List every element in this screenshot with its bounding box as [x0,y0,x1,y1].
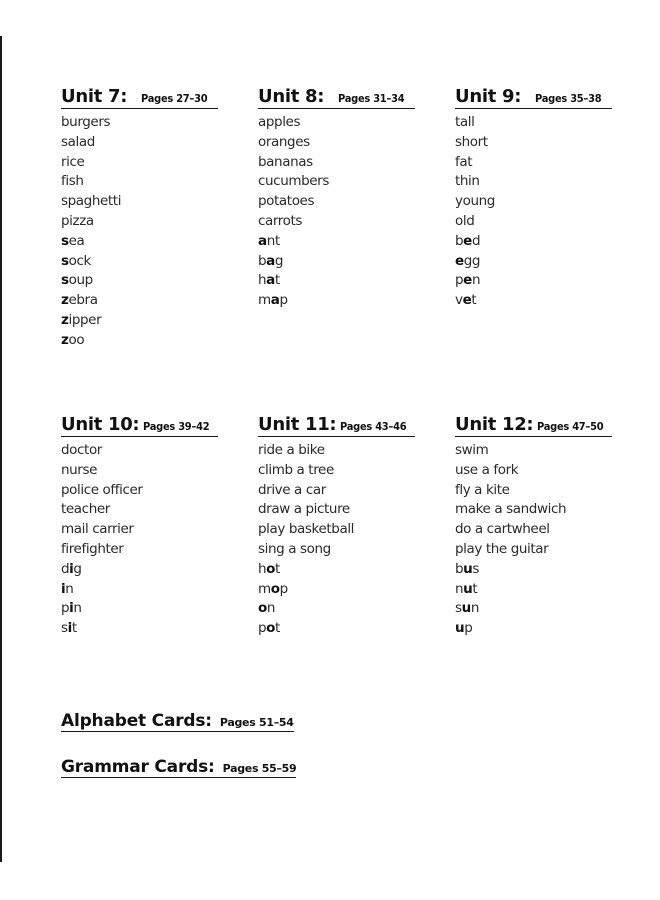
word-text: short [455,133,488,150]
word-text: ride a bike [258,442,325,458]
cards-pages: Pages 55–59 [222,762,297,775]
unit-title: Unit 12: [455,414,534,435]
word-text: g [274,252,284,269]
unit-header [258,414,415,437]
word-text: carrots [258,212,303,229]
word-item [61,291,221,311]
unit-pages: Pages 31–34 [338,92,405,105]
grammar-cards-heading [61,757,296,778]
unit-title: Unit 10: [61,414,140,435]
word-text: pizza [61,212,94,229]
word-item [61,560,221,580]
word-text: h [258,272,267,289]
word-item [61,500,221,520]
unit-8-section [258,86,418,311]
word-item [455,441,615,461]
word-text: ea [68,232,85,249]
highlighted-letter: a [266,272,275,289]
highlighted-letter: s [61,272,69,289]
word-list [61,441,221,639]
word-text: p [455,272,464,289]
word-text: p [61,600,70,617]
word-text: thin [455,173,480,190]
word-item [61,311,221,331]
highlighted-letter: s [61,232,69,249]
unit-pages: Pages 39–42 [143,420,210,433]
highlighted-letter: a [258,232,267,249]
highlighted-letter: e [463,232,472,249]
word-text: nt [266,232,280,249]
highlighted-letter: o [266,620,276,637]
word-item [455,212,615,232]
word-text: sing a song [258,540,331,557]
word-text: n [266,600,276,617]
word-text: firefighter [61,540,124,557]
word-text: n [470,600,480,617]
word-item [455,271,615,291]
cards-title: Alphabet Cards: [61,711,212,731]
word-text: p [279,292,288,309]
unit-9-section [455,86,615,311]
word-item [258,252,418,272]
highlighted-letter: u [463,560,473,577]
unit-12-section [455,414,615,639]
word-item [258,441,418,461]
word-list [455,113,615,311]
word-item [61,580,221,600]
word-text: n [471,272,481,289]
word-text: spaghetti [61,193,122,210]
word-item [258,619,418,639]
word-item [61,153,221,173]
word-item [258,133,418,153]
word-text: young [455,193,495,210]
word-text: p [279,580,288,597]
word-text: salad [61,133,95,150]
word-item [455,540,615,560]
word-text: burgers [61,114,111,130]
word-text: oo [68,331,85,348]
unit-7-section [61,86,221,351]
unit-header [61,414,218,437]
word-text: n [73,600,82,617]
unit-pages: Pages 47–50 [537,420,604,433]
word-item [258,520,418,540]
word-item [455,291,615,311]
word-text: fly a kite [455,481,510,498]
word-text: b [455,560,464,577]
word-list [258,113,418,311]
page-left-border [0,36,2,862]
word-item [61,619,221,639]
word-text: drive a car [258,481,326,498]
alphabet-cards-heading [61,711,294,732]
word-text: bananas [258,153,313,170]
word-item [258,153,418,173]
highlighted-letter: u [455,620,465,637]
word-text: tall [455,114,475,130]
word-list [61,113,221,351]
word-item [61,441,221,461]
word-text: fat [455,153,473,170]
unit-pages: Pages 43–46 [340,420,407,433]
word-text: n [65,580,74,597]
unit-title: Unit 8: [258,86,325,107]
word-item [258,540,418,560]
word-item [455,252,615,272]
word-text: t [274,272,280,289]
unit-11-section [258,414,418,639]
word-item [455,619,615,639]
highlighted-letter: s [61,252,69,269]
word-item [61,232,221,252]
highlighted-letter: i [67,620,72,637]
word-text: m [258,292,271,309]
word-item [258,212,418,232]
highlighted-letter: z [61,331,69,348]
highlighted-letter: o [258,600,267,617]
word-item [61,481,221,501]
unit-header [258,86,415,109]
highlighted-letter: z [61,311,69,328]
word-text: draw a picture [258,501,350,518]
word-text: oranges [258,133,310,150]
word-item [61,520,221,540]
word-text: play the guitar [455,540,549,557]
word-item [455,133,615,153]
word-item [258,113,418,133]
word-text: cucumbers [258,173,329,190]
word-text: d [471,232,481,249]
word-text: s [61,620,68,637]
word-text: swim [455,442,489,458]
highlighted-letter: u [461,600,471,617]
word-text: doctor [61,442,102,458]
word-text: ock [68,252,91,269]
highlighted-letter: e [463,272,472,289]
highlighted-letter: o [266,560,276,577]
unit-title: Unit 11: [258,414,337,435]
word-text: t [472,580,478,597]
word-text: fish [61,173,84,190]
word-item [455,461,615,481]
word-item [258,192,418,212]
unit-header [455,414,612,437]
word-text: make a sandwich [455,501,567,518]
highlighted-letter: e [462,292,472,309]
word-text: h [258,560,267,577]
word-text: b [258,252,267,269]
word-text: climb a tree [258,461,334,478]
word-item [61,599,221,619]
word-text: play basketball [258,521,355,538]
word-text: p [258,620,267,637]
word-item [61,461,221,481]
word-item [61,133,221,153]
highlighted-letter: a [266,252,275,269]
word-item [61,113,221,133]
word-item [258,560,418,580]
highlighted-letter: u [463,580,473,597]
word-item [258,271,418,291]
word-list [258,441,418,639]
highlighted-letter: a [270,292,280,309]
word-text: g [73,560,82,577]
highlighted-letter: z [61,292,69,309]
word-item [61,540,221,560]
word-item [258,599,418,619]
highlighted-letter: o [270,580,280,597]
word-text: t [275,620,280,637]
word-text: old [455,212,475,229]
word-item [455,560,615,580]
word-item [258,580,418,600]
word-item [258,481,418,501]
word-text: t [275,560,280,577]
word-text: do a cartwheel [455,521,550,538]
word-item [258,291,418,311]
word-item [455,113,615,133]
word-item [258,500,418,520]
word-item [61,252,221,272]
highlighted-letter: i [69,600,74,617]
word-item [455,580,615,600]
unit-pages: Pages 27–30 [141,92,208,105]
word-text: s [472,560,480,577]
word-text: use a fork [455,461,519,478]
word-text: n [455,580,464,597]
word-item [61,271,221,291]
word-item [258,172,418,192]
word-item [455,172,615,192]
unit-header [61,86,218,109]
word-text: v [455,292,463,309]
unit-header [455,86,612,109]
word-text: d [61,560,70,577]
cards-title: Grammar Cards: [61,757,215,777]
word-item [61,172,221,192]
word-text: apples [258,114,301,130]
word-text: mail carrier [61,521,134,538]
word-text: police officer [61,481,143,498]
word-text: m [258,580,271,597]
word-item [455,192,615,212]
word-item [258,461,418,481]
word-text: t [471,292,477,309]
word-item [455,481,615,501]
word-item [455,520,615,540]
word-text: teacher [61,501,110,518]
unit-10-section [61,414,221,639]
word-text: nurse [61,461,98,478]
word-item [455,599,615,619]
highlighted-letter: i [69,560,74,577]
word-text: ebra [68,292,98,309]
cards-pages: Pages 51–54 [219,716,294,729]
word-item [61,212,221,232]
word-item [258,232,418,252]
word-item [455,500,615,520]
highlighted-letter: i [61,580,66,597]
word-text: s [455,600,462,617]
unit-title: Unit 7: [61,86,128,107]
word-text: gg [463,252,481,269]
word-text: p [464,620,473,637]
unit-pages: Pages 35–38 [535,92,602,105]
word-item [61,192,221,212]
word-text: b [455,232,464,249]
word-list [455,441,615,639]
word-item [61,331,221,351]
word-text: ipper [68,311,102,328]
word-text: potatoes [258,193,315,210]
word-item [455,153,615,173]
word-text: rice [61,153,85,170]
word-text: oup [68,272,93,289]
word-item [455,232,615,252]
word-text: t [71,620,77,637]
highlighted-letter: e [455,252,464,269]
unit-title: Unit 9: [455,86,522,107]
